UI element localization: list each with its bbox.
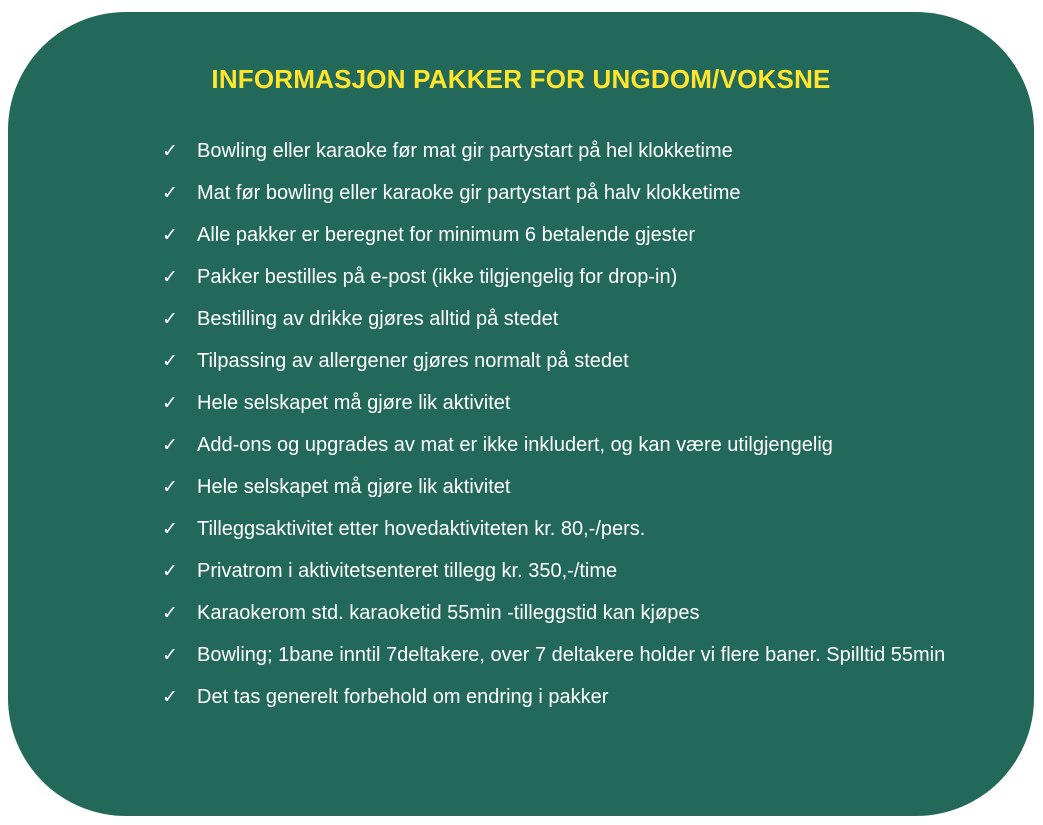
check-icon: ✓: [162, 602, 178, 624]
check-icon: ✓: [162, 182, 178, 204]
list-item: [162, 382, 967, 424]
check-icon: ✓: [162, 518, 178, 540]
list-item-text: Tilleggsaktivitet etter hovedaktiviteten kr. 80,-/pers.: [197, 518, 646, 540]
check-icon: ✓: [162, 350, 178, 372]
check-icon: ✓: [162, 434, 178, 456]
check-icon: ✓: [162, 266, 178, 288]
check-icon: ✓: [162, 644, 178, 666]
list-item: [162, 424, 967, 466]
info-list: [162, 130, 967, 718]
list-item-text: Det tas generelt forbehold om endring i pakker: [197, 686, 609, 708]
list-item-text: Pakker bestilles på e-post (ikke tilgjengelig for drop-in): [197, 266, 678, 288]
list-item-text: Alle pakker er beregnet for minimum 6 betalende gjester: [197, 224, 696, 246]
list-item: [162, 214, 967, 256]
list-item-text: Privatrom i aktivitetsenteret tillegg kr. 350,-/time: [197, 560, 618, 582]
list-item-text: Hele selskapet må gjøre lik aktivitet: [197, 476, 511, 498]
list-item-text: Bowling eller karaoke før mat gir partystart på hel klokketime: [197, 140, 733, 162]
list-item: [162, 592, 967, 634]
list-item-text: Bowling; 1bane inntil 7deltakere, over 7 deltakere holder vi flere baner. Spilltid 55min: [197, 644, 946, 666]
list-item: [162, 298, 967, 340]
check-icon: ✓: [162, 686, 178, 708]
info-card: [8, 12, 1034, 816]
list-item-text: Add-ons og upgrades av mat er ikke inkludert, og kan være utilgjengelig: [197, 434, 833, 456]
check-icon: ✓: [162, 476, 178, 498]
check-icon: ✓: [162, 392, 178, 414]
list-item: [162, 130, 967, 172]
card-title: INFORMASJON PAKKER FOR UNGDOM/VOKSNE: [211, 64, 831, 94]
list-item-text: Tilpassing av allergener gjøres normalt på stedet: [197, 350, 629, 372]
list-item-text: Mat før bowling eller karaoke gir partystart på halv klokketime: [197, 182, 741, 204]
check-icon: ✓: [162, 560, 178, 582]
list-item-text: Bestilling av drikke gjøres alltid på stedet: [197, 308, 559, 330]
check-icon: ✓: [162, 224, 178, 246]
list-item: [162, 508, 967, 550]
list-item-text: Karaokerom std. karaoketid 55min -tilleggstid kan kjøpes: [197, 602, 700, 624]
list-item-text: Hele selskapet må gjøre lik aktivitet: [197, 392, 511, 414]
check-icon: ✓: [162, 308, 178, 330]
list-item: [162, 676, 967, 718]
list-item: [162, 256, 967, 298]
list-item: [162, 550, 967, 592]
check-icon: ✓: [162, 140, 178, 162]
list-item: [162, 340, 967, 382]
list-item: [162, 172, 967, 214]
list-item: [162, 466, 967, 508]
list-item: [162, 634, 967, 676]
